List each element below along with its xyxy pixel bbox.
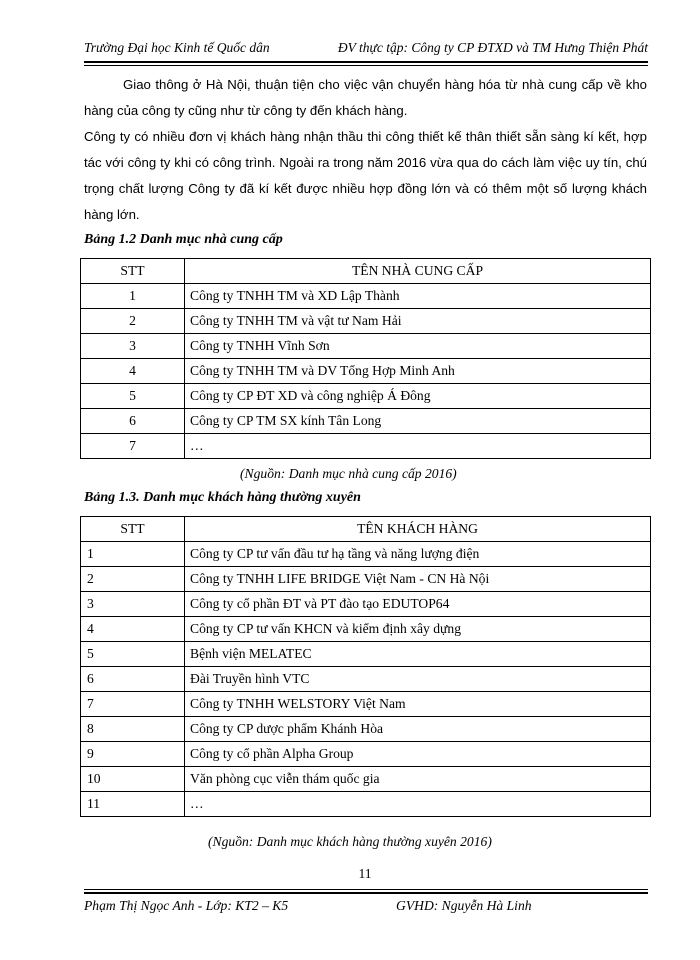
table1-caption: Bảng 1.2 Danh mục nhà cung cấp bbox=[84, 232, 283, 247]
row-stt: 5 bbox=[81, 384, 185, 409]
row-stt: 2 bbox=[81, 309, 185, 334]
table-row bbox=[81, 384, 651, 409]
table2-source: (Nguồn: Danh mục khách hàng thường xuyên 2016) bbox=[208, 834, 492, 849]
header-stt: STT bbox=[81, 259, 185, 284]
row-stt: 7 bbox=[81, 692, 185, 717]
table-row bbox=[81, 692, 651, 717]
row-stt: 4 bbox=[81, 359, 185, 384]
footer-student: Phạm Thị Ngọc Anh - Lớp: KT2 – K5 bbox=[84, 898, 289, 913]
table-row bbox=[81, 717, 651, 742]
row-stt: 10 bbox=[81, 767, 185, 792]
row-name: … bbox=[185, 792, 651, 817]
table-header-row bbox=[81, 259, 651, 284]
row-name: … bbox=[185, 434, 651, 459]
page-number: 11 bbox=[358, 866, 372, 881]
row-stt: 8 bbox=[81, 717, 185, 742]
row-name: Công ty CP tư vấn đầu tư hạ tầng và năng lượng điện bbox=[185, 542, 651, 567]
table1-source: (Nguồn: Danh mục nhà cung cấp 2016) bbox=[240, 466, 457, 481]
paragraph-customers: Công ty có nhiều đơn vị khách hàng nhận thầu thi công thiết kế thân thiết sẵn sàng kí kết, hợp tác với công ty khi có công trình. Ngoài ra trong năm 2016 vừa qua do cách làm việc uy tín, chú trọng chất lượng Công ty đã kí kết được nhiều hợp đồng lớn và có thêm một số lượng khách hàng lớn. bbox=[84, 129, 647, 222]
row-name: Bệnh viện MELATEC bbox=[185, 642, 651, 667]
table-row bbox=[81, 284, 651, 309]
row-name: Công ty TNHH TM và XD Lập Thành bbox=[185, 284, 651, 309]
row-stt: 9 bbox=[81, 742, 185, 767]
table-row bbox=[81, 334, 651, 359]
table-row bbox=[81, 642, 651, 667]
table-row bbox=[81, 742, 651, 767]
row-name: Văn phòng cục viễn thám quốc gia bbox=[185, 767, 651, 792]
header-supplier-name: TÊN NHÀ CUNG CẤP bbox=[185, 259, 651, 284]
row-stt: 4 bbox=[81, 617, 185, 642]
table2-caption: Bảng 1.3. Danh mục khách hàng thường xuyên bbox=[84, 490, 361, 505]
footer-supervisor: GVHD: Nguyễn Hà Linh bbox=[396, 898, 532, 913]
customer-table bbox=[80, 516, 651, 817]
row-name: Đài Truyền hình VTC bbox=[185, 667, 651, 692]
table-row bbox=[81, 567, 651, 592]
header-internship-unit: ĐV thực tập: Công ty CP ĐTXD và TM Hưng Thiện Phát bbox=[337, 40, 648, 55]
row-stt: 1 bbox=[81, 284, 185, 309]
row-name: Công ty TNHH Vĩnh Sơn bbox=[185, 334, 651, 359]
header-customer-name: TÊN KHÁCH HÀNG bbox=[185, 517, 651, 542]
row-name: Công ty TNHH LIFE BRIDGE Việt Nam - CN Hà Nội bbox=[185, 567, 651, 592]
row-stt: 1 bbox=[81, 542, 185, 567]
row-stt: 7 bbox=[81, 434, 185, 459]
row-stt: 11 bbox=[81, 792, 185, 817]
table-row bbox=[81, 434, 651, 459]
row-stt: 2 bbox=[81, 567, 185, 592]
table-row bbox=[81, 309, 651, 334]
table-row bbox=[81, 617, 651, 642]
row-stt: 6 bbox=[81, 409, 185, 434]
table-row bbox=[81, 767, 651, 792]
row-name: Công ty TNHH WELSTORY Việt Nam bbox=[185, 692, 651, 717]
row-name: Công ty cổ phần Alpha Group bbox=[185, 742, 651, 767]
row-name: Công ty TNHH TM và vật tư Nam Hải bbox=[185, 309, 651, 334]
row-stt: 3 bbox=[81, 334, 185, 359]
table-row bbox=[81, 359, 651, 384]
table-row bbox=[81, 592, 651, 617]
supplier-table bbox=[80, 258, 651, 459]
header-rule bbox=[84, 61, 648, 66]
table-row bbox=[81, 792, 651, 817]
header-stt: STT bbox=[81, 517, 185, 542]
row-name: Công ty CP tư vấn KHCN và kiểm định xây dựng bbox=[185, 617, 651, 642]
table-row bbox=[81, 667, 651, 692]
row-name: Công ty cổ phần ĐT và PT đào tạo EDUTOP64 bbox=[185, 592, 651, 617]
table-row bbox=[81, 409, 651, 434]
row-stt: 5 bbox=[81, 642, 185, 667]
row-stt: 6 bbox=[81, 667, 185, 692]
table-row bbox=[81, 542, 651, 567]
paragraph-transport: Giao thông ở Hà Nội, thuận tiện cho việc vận chuyển hàng hóa từ nhà cung cấp về kho hàng của công ty cũng như từ công ty đến khách hàng. bbox=[84, 77, 647, 118]
footer-rule bbox=[84, 889, 648, 894]
row-stt: 3 bbox=[81, 592, 185, 617]
table-header-row bbox=[81, 517, 651, 542]
row-name: Công ty TNHH TM và DV Tổng Hợp Minh Anh bbox=[185, 359, 651, 384]
row-name: Công ty CP TM SX kính Tân Long bbox=[185, 409, 651, 434]
row-name: Công ty CP ĐT XD và công nghiệp Á Đông bbox=[185, 384, 651, 409]
row-name: Công ty CP dược phẩm Khánh Hòa bbox=[185, 717, 651, 742]
header-university: Trường Đại học Kinh tế Quốc dân bbox=[84, 40, 270, 55]
